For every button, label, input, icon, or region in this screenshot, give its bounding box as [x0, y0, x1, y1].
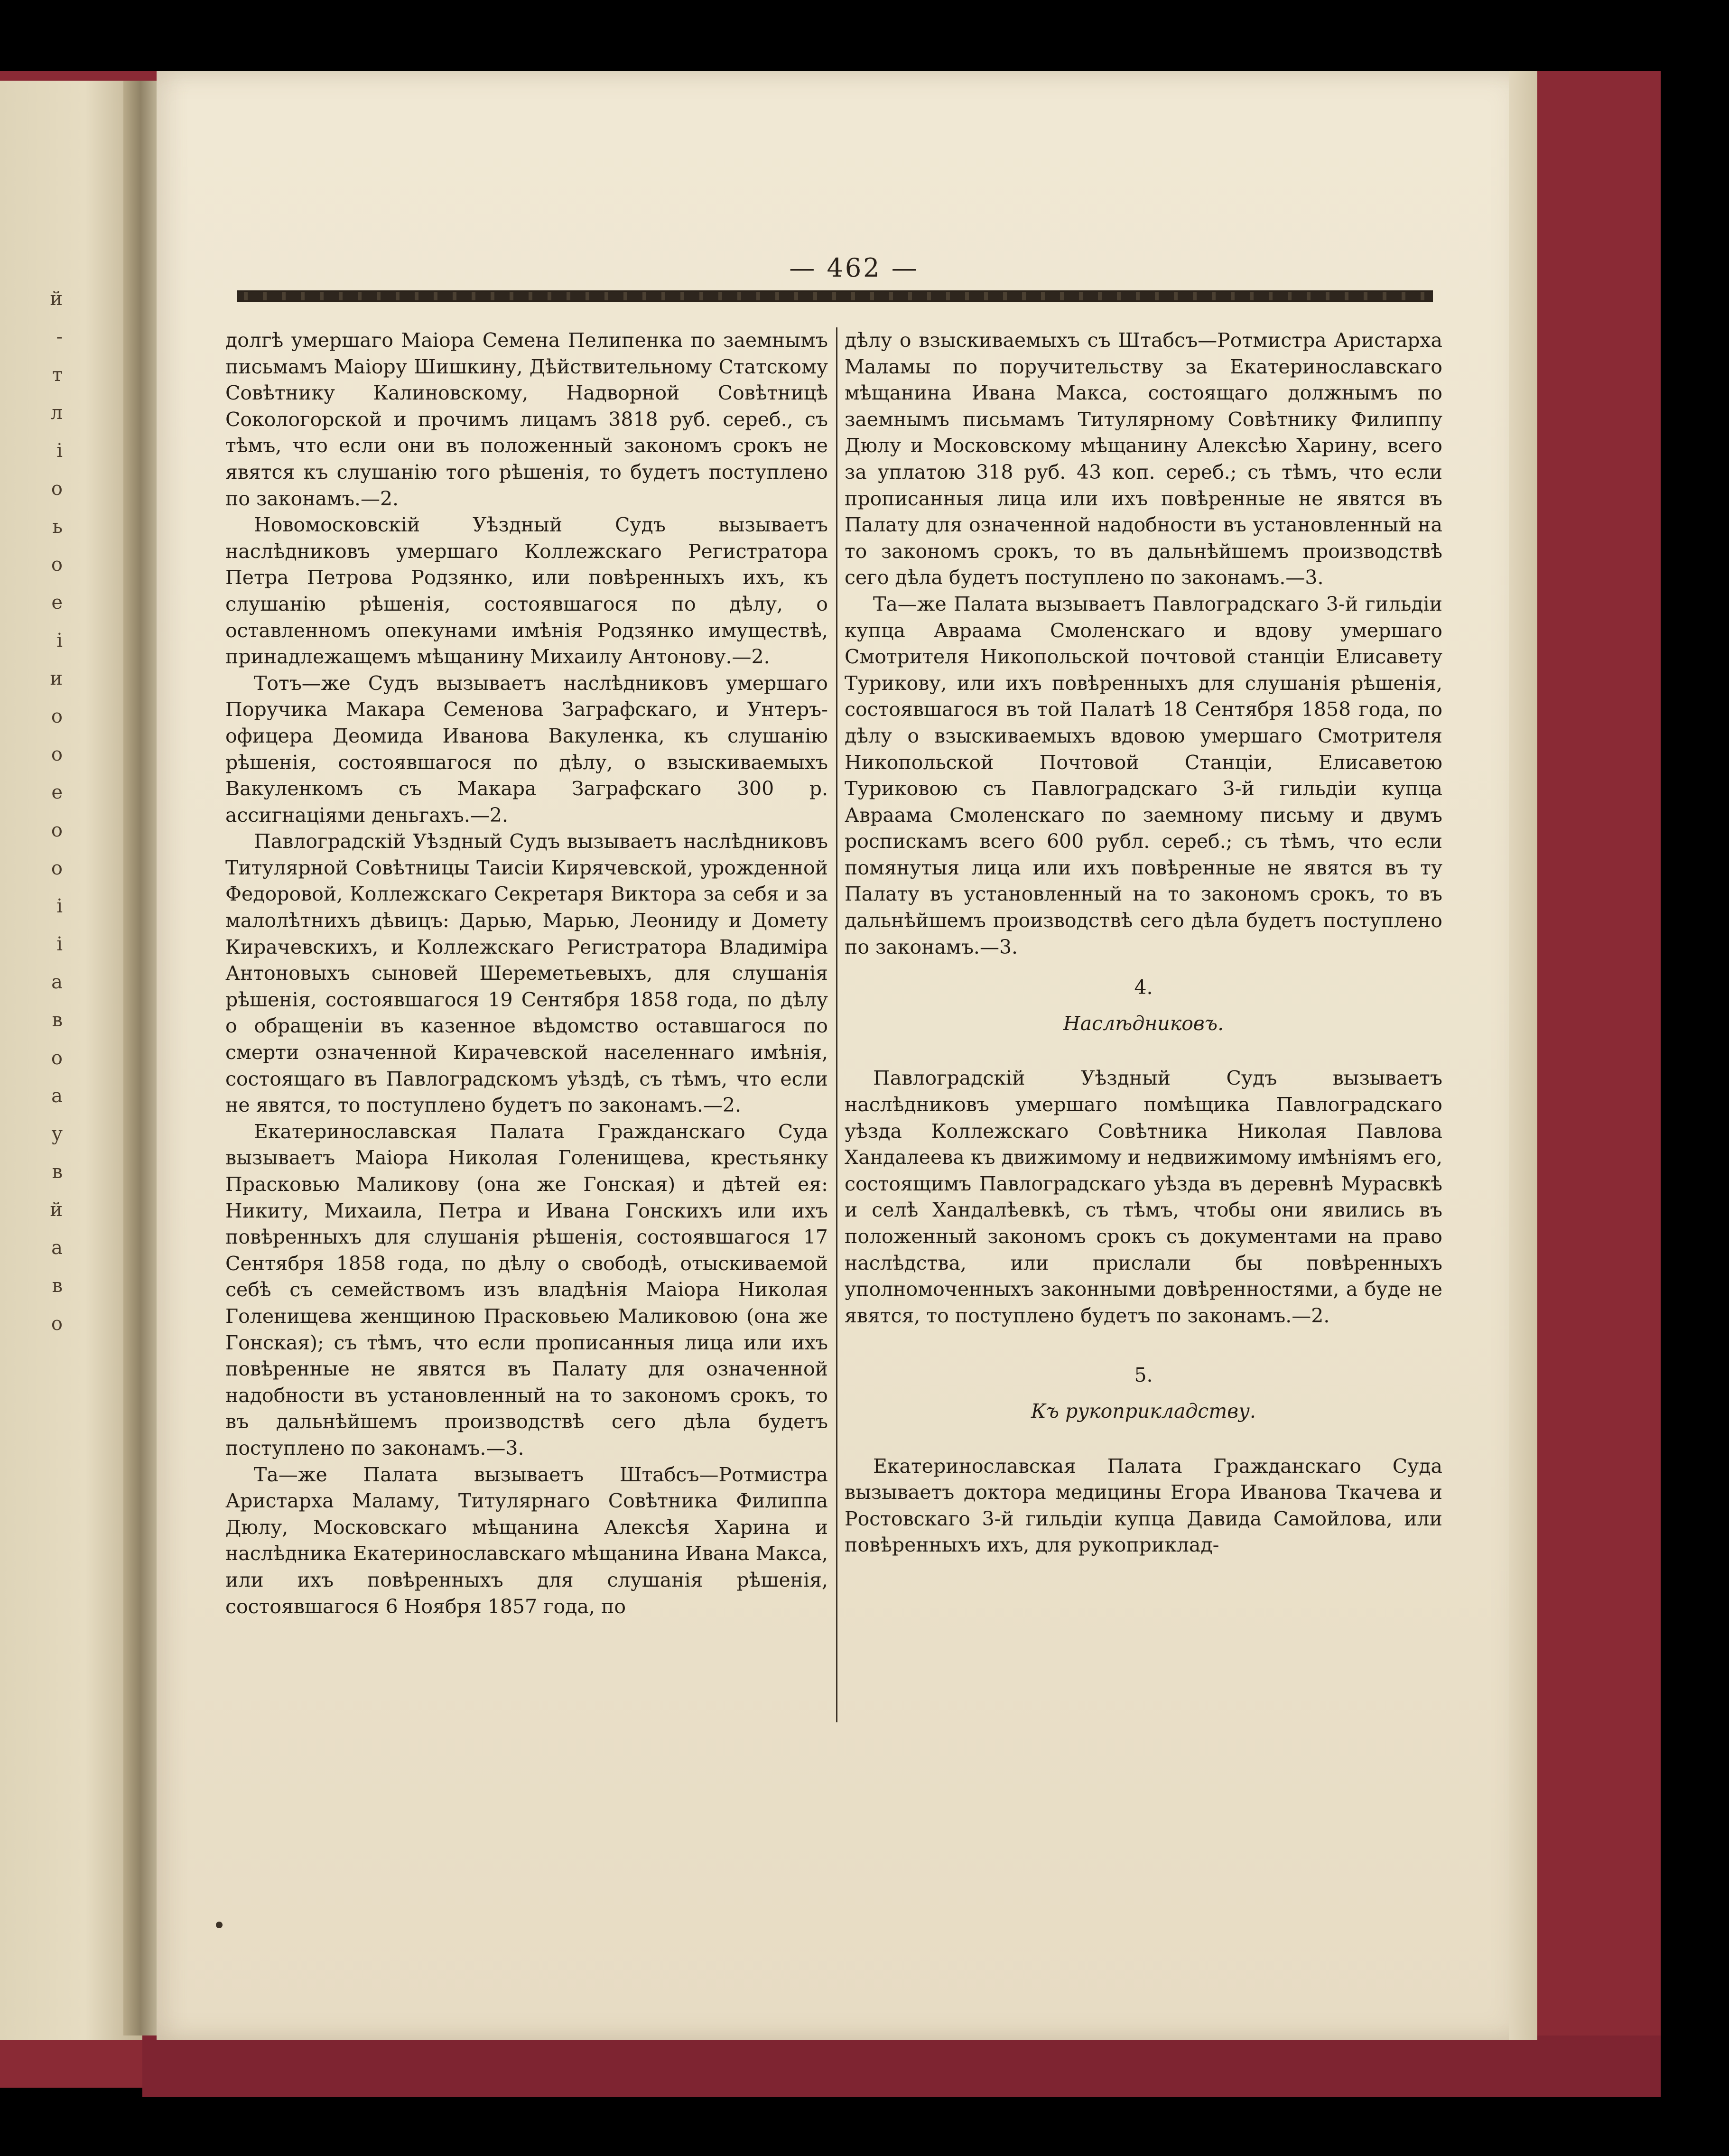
edge-fragment: і [56, 895, 63, 917]
edge-fragment: ь [52, 516, 63, 538]
edge-fragment: а [51, 1085, 63, 1107]
section-4-paragraph: Павлоградскій Уѣздный Судъ вызываетъ наслѣдниковъ умершаго помѣщика Павлоградскаго уѣзда Коллежскаго Совѣтника Николая Павлова Хандалеева къ движимому и недвижимому имѣніямъ его, состоящимъ Павлоградскаго уѣзда въ деревнѣ Мурасвкѣ и селѣ Хандалѣевкѣ, съ тѣмъ, чтобы они явились въ положенный закономъ срокъ съ документами на право наслѣдства, или прислали бы повѣренныхъ уполномоченныхъ законными довѣренностями, а буде не явятся, то поступлено будетъ по законамъ.—2. [845, 1067, 1442, 1327]
edge-fragment: т [52, 364, 63, 386]
edge-fragment: а [51, 1237, 63, 1259]
edge-fragment: й [50, 288, 63, 310]
edge-fragment: і [56, 440, 63, 462]
edge-fragment: е [51, 781, 63, 803]
right-column-notices [845, 327, 1442, 960]
text-column-left [225, 327, 828, 1988]
edge-fragment: о [51, 554, 63, 576]
section-4-number: 4. [1134, 976, 1153, 999]
section-5-title: Къ рукоприкладству. [1031, 1399, 1256, 1422]
edge-fragment: и [50, 668, 63, 689]
edge-fragment: о [51, 819, 63, 841]
section-5-paragraph: Екатеринославская Палата Гражданскаго Суда вызываетъ доктора медицины Егора Иванова Ткачева и Ростовскаго 3-й гильдіи купца Давида Самойлова, или повѣренныхъ ихъ, для рукоприклад- [845, 1454, 1442, 1557]
header-rule [237, 290, 1433, 302]
facing-page-text-fragments [0, 81, 71, 2040]
edge-fragment: л [50, 402, 63, 424]
edge-fragment: о [51, 1047, 63, 1069]
edge-fragment: й [50, 1199, 63, 1221]
page-right-edge [1509, 71, 1537, 2040]
page-number: — 462 — [789, 253, 919, 283]
paragraph: Та—же Палата вызываетъ Штабсъ—Ротмистра Аристарха Маламу, Титулярнаго Совѣтника Филиппа Дюлу, Московскаго мѣщанина Алексѣя Харина и наслѣдника Екатеринославскаго мѣщанина Ивана Макса, или ихъ повѣренныхъ для слушанія рѣшенія, состоявшагося 6 Ноября 1857 года, по [225, 1463, 828, 1618]
edge-fragment: у [51, 1123, 63, 1145]
edge-fragment: е [51, 592, 63, 613]
edge-fragment: - [56, 326, 63, 348]
column-divider [836, 327, 837, 1722]
edge-fragment: а [51, 971, 63, 993]
edge-fragment: в [52, 1161, 63, 1183]
section-5-number: 5. [1134, 1364, 1153, 1387]
book-cover-bottom-edge [142, 2035, 1661, 2097]
paragraph: Та—же Палата вызываетъ Павлоградскаго 3-й гильдіи купца Авраама Смоленскаго и вдову умершаго Смотрителя Никопольской почтовой станціи Елисавету Турикову, или ихъ повѣренныхъ для слушанія рѣшенія, состоявшагося въ той Палатѣ 18 Сентября 1858 года, по дѣлу о взыскиваемыхъ вдовою умершаго Смотрителя Никопольской Почтовой Станціи, Елисаветою Туриковою съ Павлоградскаго 3-й гильдіи купца Авраама Смоленскаго по заемному письму и двумъ роспискамъ всего 600 рубл. сереб.; съ тѣмъ, что если помянутыя лица или ихъ повѣренные не явятся въ ту Палату въ установленный на то закономъ срокъ, то въ дальнѣйшемъ производствѣ сего дѣла будетъ поступлено по законамъ.—3. [845, 592, 1442, 958]
facing-page-left [0, 81, 142, 2040]
edge-fragment: і [56, 630, 63, 651]
edge-fragment: о [51, 743, 63, 765]
ink-spot [216, 1922, 223, 1928]
paragraph: Новомосковскій Уѣздный Судъ вызываетъ наслѣдниковъ умершаго Коллежскаго Регистратора Петра Петрова Родзянко, или повѣренныхъ ихъ, къ слушанію рѣшенія, состоявшагося по дѣлу, о оставленномъ опекунами имѣнія Родзянко имуществѣ, принадлежащемъ мѣщанину Михаилу Антонову.—2. [225, 513, 828, 669]
edge-fragment: о [51, 1313, 63, 1335]
text-column-right [845, 327, 1442, 1988]
edge-fragment: о [51, 857, 63, 879]
edge-fragment: о [51, 706, 63, 727]
edge-fragment: і [56, 933, 63, 955]
edge-fragment: в [52, 1275, 63, 1297]
paragraph: долгѣ умершаго Маіора Семена Пелипенка по заемнымъ письмамъ Маіору Шишкину, Дѣйствительному Статскому Совѣтнику Калиновскому, Надворной Совѣтницѣ Сокологорской и прочимъ лицамъ 3818 руб. сереб., съ тѣмъ, что если они въ положенный закономъ срокъ не явятся къ слушанію того рѣшенія, то будетъ поступлено по законамъ.—2. [225, 329, 828, 510]
paragraph: Тотъ—же Судъ вызываетъ наслѣдниковъ умершаго Поручика Макара Семенова Заграфскаго, и Унтеръ-офицера Деомида Иванова Вакуленка, къ слушанію рѣшенія, состоявшагося по дѣлу, о взыскиваемыхъ Вакуленкомъ съ Макара Заграфскаго 300 р. ассигнаціями деньгахъ.—2. [225, 671, 828, 827]
edge-fragment: о [51, 478, 63, 500]
paragraph: Павлоградскій Уѣздный Судъ вызываетъ наслѣдниковъ Титулярной Совѣтницы Таисіи Кирячевской, урожденной Федоровой, Коллежскаго Секретаря Виктора за себя и за малолѣтнихъ дѣвицъ: Дарью, Марью, Леониду и Домету Кирачевскихъ, и Коллежскаго Регистратора Владиміра Антоновыхъ сыновей Шереметьевыхъ, для слушанія рѣшенія, состоявшагося 19 Сентября 1858 года, по дѣлу о обращеніи въ казенное вѣдомство оставшагося по смерти означенной Кирачевской населеннаго имѣнія, состоящаго въ Павлоградскомъ уѣздѣ, съ тѣмъ, что если не явятся, то поступлено будетъ по законамъ.—2. [225, 830, 828, 1117]
book-gutter [123, 81, 161, 2035]
paragraph: дѣлу о взыскиваемыхъ съ Штабсъ—Ротмистра Аристарха Маламы по поручительству за Екатеринославскаго мѣщанина Ивана Макса, состоящаго должнымъ по заемнымъ письмамъ Титулярному Совѣтнику Филиппу Дюлу и Московскому мѣщанину Алексѣю Харину, всего за уплатою 318 руб. 43 коп. сереб.; съ тѣмъ, что если прописанныя лица или ихъ повѣренные не явятся въ Палату для означенной надобности въ установленный на то закономъ срокъ, то въ дальнѣйшемъ производствѣ сего дѣла будетъ поступлено по законамъ.—3. [845, 329, 1442, 589]
paragraph: Екатеринославская Палата Гражданскаго Суда вызываетъ Маіора Николая Голенищева, крестьянку Прасковью Маликову (она же Гонская) и дѣтей ея: Никиту, Михаила, Петра и Ивана Гонскихъ или ихъ повѣренныхъ для слушанія рѣшенія, состоявшагося 17 Сентября 1858 года, по дѣлу о свободѣ, отыскиваемой себѣ съ семействомъ изъ владѣнія Маіора Николая Голенищева женщиною Прасковьею Маликовою (она же Гонская); съ тѣмъ, что если прописанныя лица или ихъ повѣренные не явятся въ Палату для означенной надобности въ установленный на то закономъ срокъ, то въ дальнѣйшемъ производствѣ сего дѣла будетъ поступлено по законамъ.—3. [225, 1120, 828, 1459]
section-4-title: Наслѣдниковъ. [1063, 1012, 1224, 1035]
edge-fragment: в [52, 1009, 63, 1031]
